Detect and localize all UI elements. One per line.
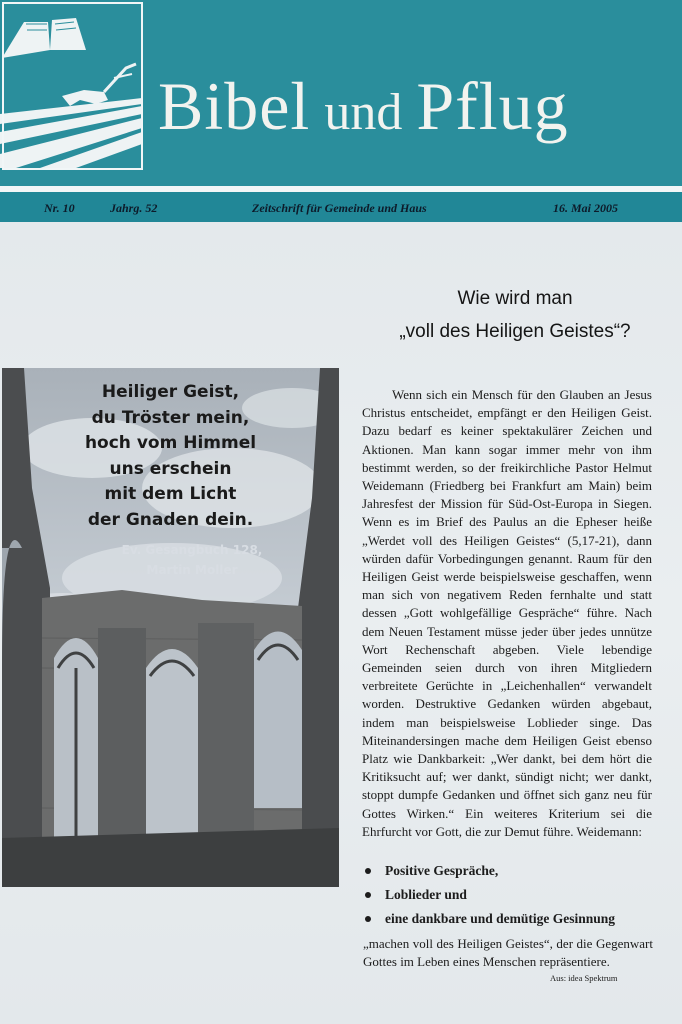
bullet-icon (365, 892, 371, 898)
hymn-line: hoch vom Himmel (84, 433, 257, 453)
bullet-item (363, 859, 663, 883)
publication-subtitle: Zeitschrift für Gemeinde und Haus (252, 201, 427, 215)
issue-number: Nr. 10 (44, 201, 75, 215)
masthead-title (158, 68, 569, 144)
church-ruin-photo (2, 368, 339, 887)
bible-and-plough-logo (0, 0, 146, 172)
article-closing: „machen voll des Heiligen Geistes“, der die Gegenwart Gottes im Leben eines Menschen repräsentiere. (363, 936, 653, 970)
bullet-item (363, 907, 663, 931)
hymn-line: du Tröster mein, (91, 407, 250, 428)
bullet-item-label: Loblieder und (385, 887, 467, 902)
hymn-line: der Gnaden dein. (87, 509, 254, 530)
bullet-item-label: eine dankbare und demütige Gesinnung (385, 911, 616, 926)
bullet-item-label: Positive Gespräche, (385, 863, 499, 878)
headline-line-1: Wie wird man (457, 288, 573, 309)
hymn-line: uns erschein (109, 458, 232, 479)
title-word-pflug: Pflug (416, 68, 569, 144)
source-credit: Aus: idea Spektrum (550, 973, 618, 983)
headline-line-2: „voll des Heiligen Geistes“? (399, 321, 631, 342)
title-word-und: und (324, 84, 403, 141)
hymn-source-line-1: Ev. Gesangbuch 128, (121, 543, 263, 557)
hymn-line: Heiliger Geist, (101, 382, 240, 402)
title-word-bibel: Bibel (158, 68, 311, 144)
masthead (0, 0, 682, 186)
hymn-line: mit dem Licht (104, 484, 237, 504)
bullet-list (363, 859, 663, 931)
hymn-source-line-2: Martin Moller (146, 563, 238, 577)
article-headline (350, 282, 680, 348)
article-body (362, 386, 652, 841)
bullet-icon (365, 868, 371, 874)
article-paragraph: Wenn sich ein Mensch für den Glauben an Jesus Christus entscheidet, empfängt er den Heiligen Geist. Dazu bedarf es keiner spektakulärer Zeichen und Aktionen. Man kann sogar immer mehr von ihm bestimmt werden, so der freikirchliche Pastor Helmut Weidemann (Friedberg bei Frankfurt am Main) beim Jahresfest der Mission für Süd-Ost-Europa in Siegen. Wenn es im Brief des Paulus an die Epheser heiße „Werdet voll des Heiligen Geistes“ (5,17-21), dann würden dafür Vorbedingungen genannt. Raum für den Heiligen Geist werde beispielsweise geschaffen, wenn man sich von negativem Reden fernhalte und statt dessen „Gott wohlgefällige Gespräche“ führe. Nach dem Neuen Testament müsse jeder über jedes unnütze Wort Rechenschaft abgeben. Viele lebendige Gemeinden seien durch von ihren Mitgliedern verbreitete Gerüchte in „Leichenhallen“ verwandelt worden. Destruktive Gedanken würden abgebaut, indem man beispielsweise Loblieder singe. Das Miteinandersingen mache dem Heiligen Geist ebenso Platz wie Dankbarkeit: „Wer dankt, bei dem hört die Kritiksucht auf; wer dankt, sündigt nicht; wer dankt, stoppt dumpfe Gedanken und öffnet sich ganz neu für Gottes Wirken.“ Ein weiteres Kriterium sei die Ehrfurcht vor Gott, die zur Demut führe. Weidemann: (362, 387, 652, 839)
hymn-text (2, 380, 339, 533)
issue-info-bar (0, 192, 682, 222)
bullet-item (363, 883, 663, 907)
issue-date: 16. Mai 2005 (553, 201, 619, 215)
volume-year: Jahrg. 52 (110, 201, 158, 215)
hymn-source (42, 540, 339, 580)
bullet-icon (365, 916, 371, 922)
